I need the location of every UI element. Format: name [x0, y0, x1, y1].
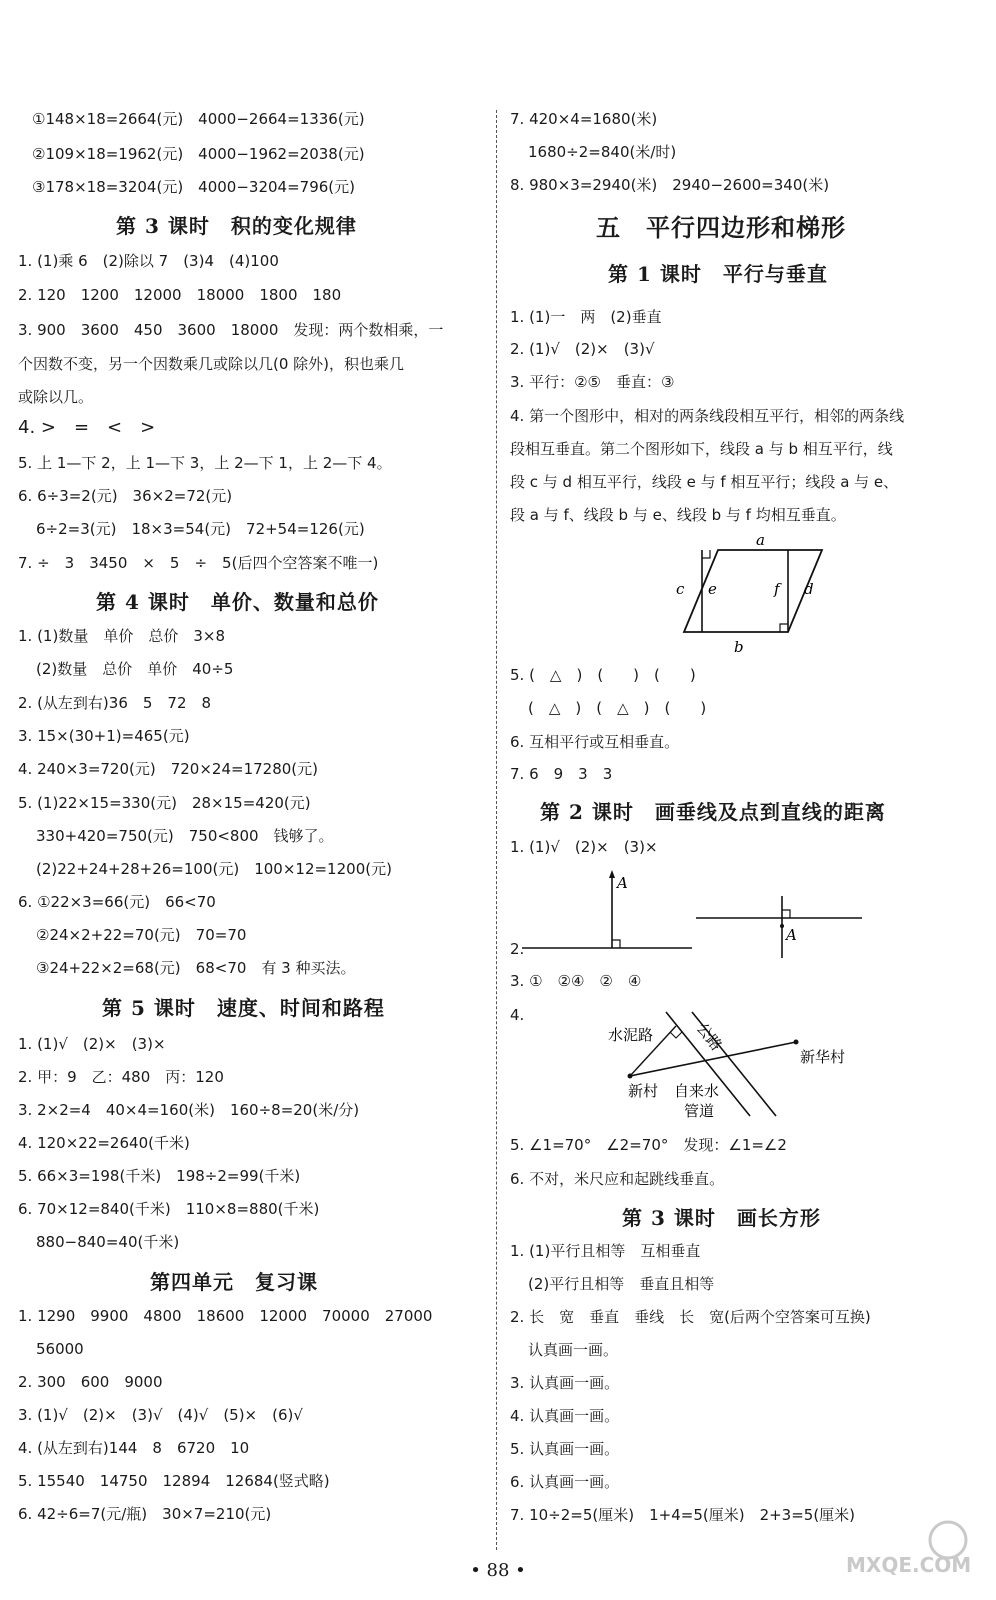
- section-heading: 第 4 课时 单价、数量和总价: [96, 590, 379, 614]
- answer-line: 4. > = < >: [18, 417, 156, 438]
- answer-line: 3. 900 3600 450 3600 18000 发现：两个数相乘，一: [18, 321, 444, 339]
- point-a-label: A: [786, 926, 797, 944]
- label-water-pipe-1: 自来水: [674, 1082, 720, 1100]
- answer-line: (2)平行且相等 垂直且相等: [528, 1275, 715, 1293]
- answer-line: 6. 42÷6=7(元/瓶) 30×7=210(元): [18, 1505, 272, 1523]
- answer-line: 330+420=750(元) 750<800 钱够了。: [36, 827, 334, 845]
- label-e: e: [708, 580, 717, 598]
- answer-line: 1. (1)乘 6 (2)除以 7 (3)4 (4)100: [18, 252, 279, 270]
- answer-line: 4. (从左到右)144 8 6720 10: [18, 1439, 250, 1457]
- label-xin-village: 新村: [628, 1082, 659, 1100]
- label-d: d: [804, 580, 814, 598]
- answer-line: 2.: [510, 940, 525, 958]
- answer-line: 4.: [510, 1006, 525, 1024]
- answer-line: 5. (1)22×15=330(元) 28×15=420(元): [18, 794, 311, 812]
- answer-line: 段相互垂直。第二个图形如下，线段 a 与 b 相互平行，线: [510, 440, 893, 458]
- label-xinhua-village: 新华村: [800, 1048, 846, 1066]
- answer-line: 4. 120×22=2640(千米): [18, 1134, 190, 1152]
- answer-line: 2. 120 1200 12000 18000 1800 180: [18, 286, 342, 304]
- section-heading: 第 3 课时 积的变化规律: [116, 214, 357, 238]
- parallelogram-figure: [670, 530, 830, 660]
- answer-line: 1. (1)平行且相等 互相垂直: [510, 1242, 701, 1260]
- road-map-figure: [600, 1008, 900, 1124]
- answer-line: 段 c 与 d 相互平行，线段 e 与 f 相互平行；线段 a 与 e、: [510, 473, 899, 491]
- watermark-logo: [844, 1518, 974, 1578]
- answer-line: 3. 平行：②⑤ 垂直：③: [510, 373, 675, 391]
- answer-line: 6. ①22×3=66(元) 66<70: [18, 893, 216, 911]
- section-heading: 第 2 课时 画垂线及点到直线的距离: [540, 800, 886, 824]
- answer-line: 5. 66×3=198(千米) 198÷2=99(千米): [18, 1167, 301, 1185]
- answer-line: ( △ ) ( △ ) ( ): [528, 699, 707, 717]
- answer-line: 2. 300 600 9000: [18, 1373, 163, 1391]
- answer-line: 6. 6÷3=2(元) 36×2=72(元): [18, 487, 233, 505]
- answer-line: 5. ( △ ) ( ) ( ): [510, 666, 696, 684]
- answer-line: 6÷2=3(元) 18×3=54(元) 72+54=126(元): [36, 520, 365, 538]
- answer-line: 3. 2×2=4 40×4=160(米) 160÷8=20(米/分): [18, 1101, 360, 1119]
- page-number: • 88 •: [470, 1560, 526, 1581]
- answer-line: 8. 980×3=2940(米) 2940−2600=340(米): [510, 176, 830, 194]
- answer-line: ②24×2+22=70(元) 70=70: [36, 926, 247, 944]
- answer-line: 6. 认真画一画。: [510, 1473, 620, 1491]
- answer-line: (2)数量 总价 单价 40÷5: [36, 660, 234, 678]
- answer-line: ②109×18=1962(元) 4000−1962=2038(元): [32, 145, 365, 163]
- watermark-text: MXQE.COM: [846, 1553, 972, 1577]
- answer-line: 56000: [36, 1340, 84, 1358]
- answer-line: 7. 420×4=1680(米): [510, 110, 658, 128]
- answer-line: 7. ÷ 3 3450 × 5 ÷ 5(后四个空答案不唯一): [18, 554, 379, 572]
- answer-line: 2. 长 宽 垂直 垂线 长 宽(后两个空答案可互换): [510, 1308, 871, 1326]
- answer-line: 认真画一画。: [528, 1341, 619, 1359]
- label-b: b: [734, 638, 744, 656]
- label-a: a: [756, 531, 765, 549]
- answer-line: 个因数不变，另一个因数乘几或除以几(0 除外)，积也乘几: [18, 355, 405, 373]
- answer-line: 或除以几。: [18, 388, 94, 406]
- section-heading: 第 1 课时 平行与垂直: [608, 262, 828, 286]
- answer-line: 5. 上 1—下 2，上 1—下 3，上 2—下 1，上 2—下 4。: [18, 454, 392, 472]
- label-highway: 公路: [692, 1019, 726, 1055]
- answer-line: 1. 1290 9900 4800 18600 12000 70000 27000: [18, 1307, 433, 1325]
- answer-line: 1680÷2=840(米/时): [528, 143, 677, 161]
- answer-line: 3. 15×(30+1)=465(元): [18, 727, 190, 745]
- answer-line: 5. 认真画一画。: [510, 1440, 620, 1458]
- answer-line: ③178×18=3204(元) 4000−3204=796(元): [32, 178, 355, 196]
- answer-line: 6. 不对，米尺应和起跳线垂直。: [510, 1170, 725, 1188]
- label-water-pipe-2: 管道: [684, 1102, 715, 1120]
- answer-line: 7. 6 9 3 3: [510, 765, 613, 783]
- answer-line: 段 a 与 f、线段 b 与 e、线段 b 与 f 均相互垂直。: [510, 506, 846, 524]
- section-heading: 第四单元 复习课: [150, 1270, 318, 1294]
- column-divider: [496, 110, 497, 1550]
- answer-line: 4. 认真画一画。: [510, 1407, 620, 1425]
- section-heading: 第 5 课时 速度、时间和路程: [102, 996, 385, 1020]
- point-a-label: A: [617, 874, 628, 892]
- answer-line: 5. ∠1=70° ∠2=70° 发现：∠1=∠2: [510, 1136, 787, 1154]
- answer-line: 880−840=40(千米): [36, 1233, 180, 1251]
- answer-line: 1. (1)一 两 (2)垂直: [510, 308, 662, 326]
- answer-line: 4. 第一个图形中，相对的两条线段相互平行，相邻的两条线: [510, 407, 905, 425]
- answer-line: 5. 15540 14750 12894 12684(竖式略): [18, 1472, 330, 1490]
- answer-line: 2. (1)√ (2)× (3)√: [510, 340, 655, 358]
- answer-line: 4. 240×3=720(元) 720×24=17280(元): [18, 760, 319, 778]
- answer-line: ①148×18=2664(元) 4000−2664=1336(元): [32, 110, 365, 128]
- answer-line: ③24+22×2=68(元) 68<70 有 3 种买法。: [36, 959, 356, 977]
- answer-line: 7. 10÷2=5(厘米) 1+4=5(厘米) 2+3=5(厘米): [510, 1506, 856, 1524]
- answer-line: (2)22+24+28+26=100(元) 100×12=1200(元): [36, 860, 392, 878]
- answer-line: 2. (从左到右)36 5 72 8: [18, 694, 212, 712]
- answer-line: 3. (1)√ (2)× (3)√ (4)√ (5)× (6)√: [18, 1406, 303, 1424]
- answer-line: 3. 认真画一画。: [510, 1374, 620, 1392]
- label-f: f: [774, 580, 780, 598]
- answer-line: 1. (1)√ (2)× (3)×: [18, 1035, 166, 1053]
- perpendicular-figures: [522, 866, 982, 960]
- answer-line: 1. (1)数量 单价 总价 3×8: [18, 627, 225, 645]
- answer-line: 2. 甲：9 乙：480 丙：120: [18, 1068, 224, 1086]
- answer-line: 1. (1)√ (2)× (3)×: [510, 838, 658, 856]
- section-heading: 第 3 课时 画长方形: [622, 1206, 821, 1230]
- unit-title: 五 平行四边形和梯形: [596, 213, 846, 242]
- answer-line: 6. 互相平行或互相垂直。: [510, 733, 680, 751]
- answer-line: 6. 70×12=840(千米) 110×8=880(千米): [18, 1200, 320, 1218]
- label-cement-road: 水泥路: [608, 1026, 654, 1044]
- answer-line: 3. ① ②④ ② ④: [510, 972, 642, 990]
- label-c: c: [676, 580, 685, 598]
